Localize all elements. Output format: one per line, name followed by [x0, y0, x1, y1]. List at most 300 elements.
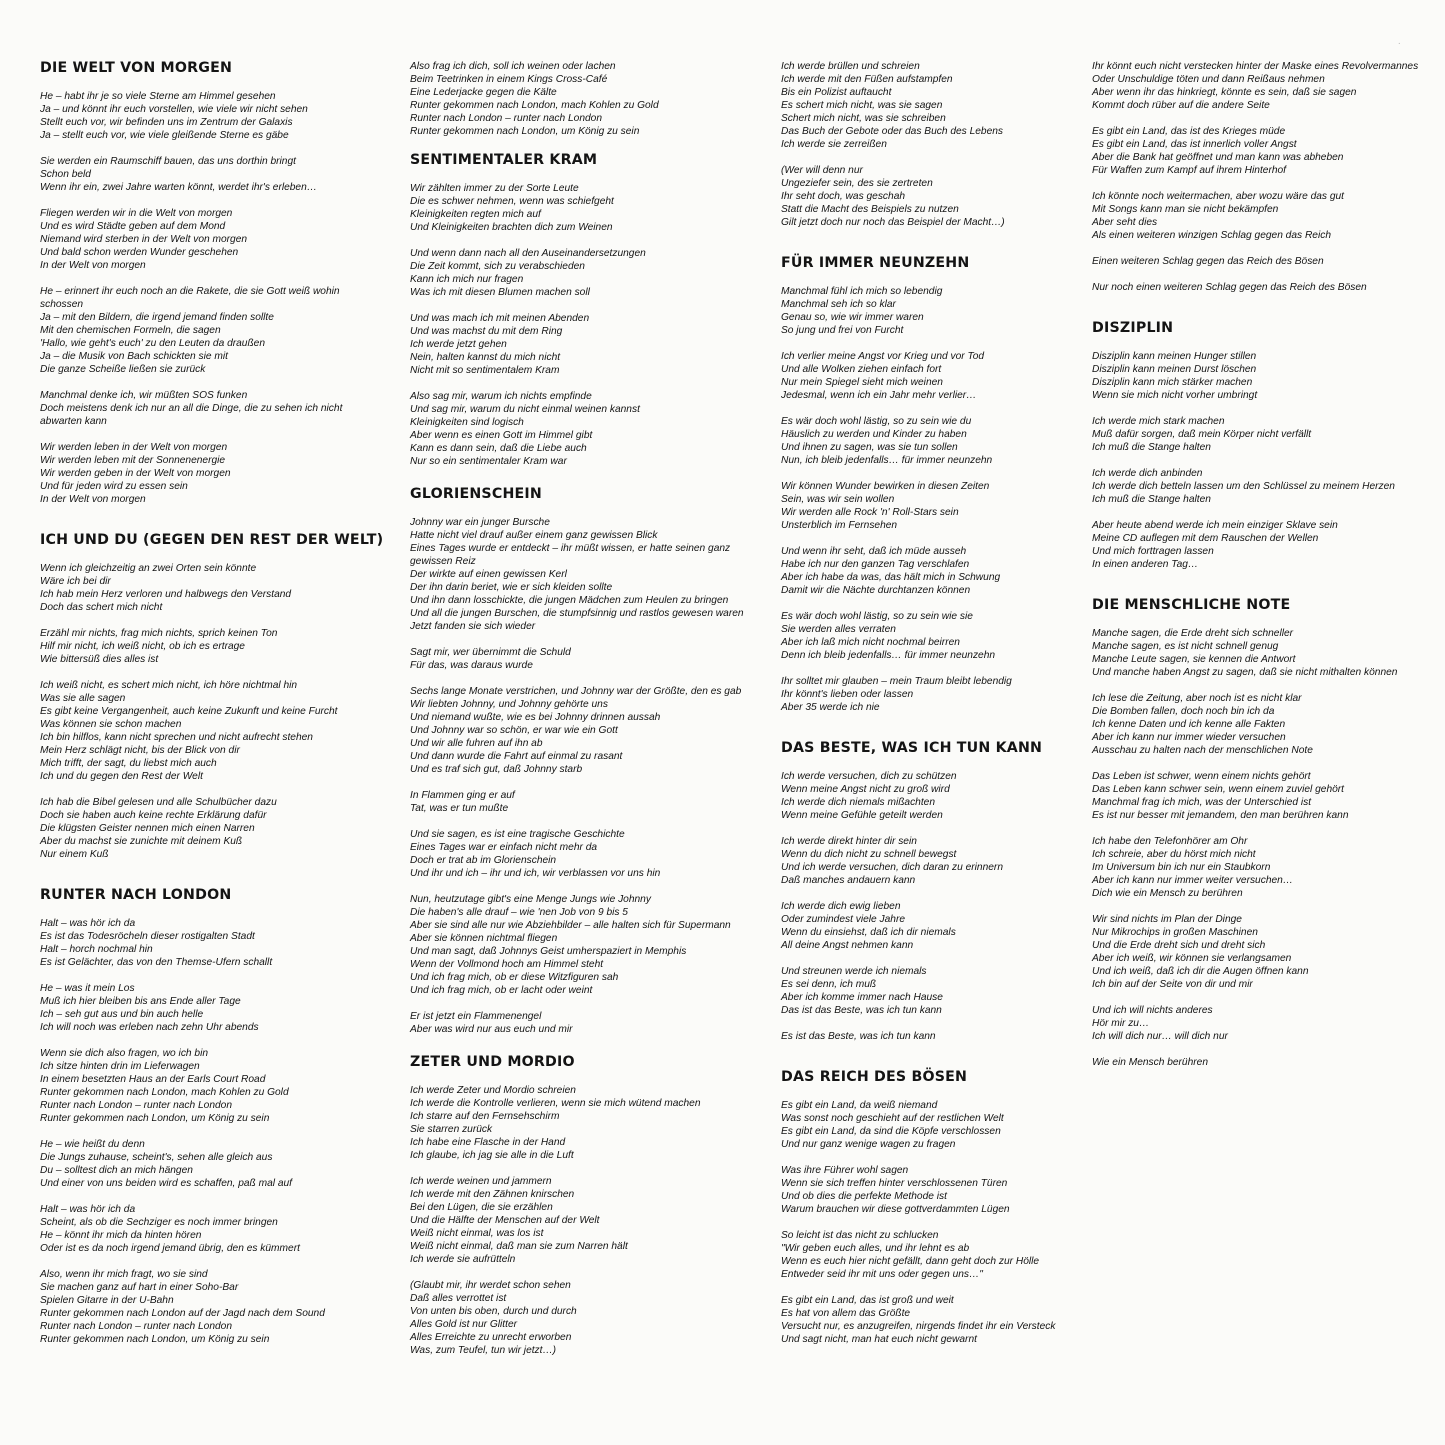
- lyric-line: Wenn sie dich also fragen, wo ich bin: [40, 1048, 208, 1059]
- lyric-line: Aber wenn es einen Gott im Himmel gibt: [410, 430, 593, 441]
- lyric-line: Ich werde weinen und jammern: [410, 1176, 552, 1187]
- lyric-line: Wenn es euch hier nicht gefällt, dann geht doch zur Hölle: [781, 1256, 1040, 1267]
- lyric-line: Ausschau zu halten nach der menschlichen Note: [1092, 745, 1313, 756]
- lyric-line: Erzähl mir nichts, frag mich nichts, sprich keinen Ton: [40, 628, 278, 639]
- song: [1092, 597, 1437, 1069]
- lyric-line: Alles Erreichte zu unrecht erworben: [410, 1332, 572, 1343]
- song: [781, 60, 1126, 229]
- lyric-line: Ich starre auf den Fernsehschirm: [410, 1111, 560, 1122]
- lyric-line: Und ihr und ich – ihr und ich, wir verblassen vor uns hin: [410, 868, 661, 879]
- lyric-line: Oder ist es da noch irgend jemand übrig, den es kümmert: [40, 1243, 300, 1254]
- lyric-line: Also, wenn ihr mich fragt, wo sie sind: [40, 1269, 208, 1280]
- lyric-line: (Glaubt mir, ihr werdet schon sehen: [410, 1280, 571, 1291]
- song-title: FÜR IMMER NEUNZEHN: [781, 255, 970, 271]
- lyric-line: Sagt mir, wer übernimmt die Schuld: [410, 647, 571, 658]
- song-title: GLORIENSCHEIN: [410, 486, 542, 502]
- lyric-line: Wie bittersüß dies alles ist: [40, 654, 159, 665]
- lyric-line: Johnny war ein junger Bursche: [410, 517, 550, 528]
- lyric-line: Ich will dich nur… will dich nur: [1092, 1031, 1228, 1042]
- stanza: [40, 389, 385, 428]
- lyric-line: Und dann wurde die Fahrt auf einmal zu rasant: [410, 751, 623, 762]
- lyric-line: Er ist jetzt ein Flammenengel: [410, 1011, 542, 1022]
- lyric-line: Für Waffen zum Kampf auf ihrem Hinterhof: [1092, 165, 1287, 176]
- lyric-line: Scheint, als ob die Sechziger es noch immer bringen: [40, 1217, 278, 1228]
- lyric-line: Wenn meine Angst nicht zu groß wird: [781, 784, 950, 795]
- stanza: [1092, 60, 1437, 112]
- stanza: [781, 965, 1126, 1017]
- lyric-line: Und sagt nicht, man hat euch nicht gewarnt: [781, 1334, 977, 1345]
- lyric-line: Ich hab die Bibel gelesen und alle Schulbücher dazu: [40, 797, 277, 808]
- lyric-line: Aber ich kann nur immer wieder versuchen: [1092, 732, 1286, 743]
- lyric-line: Und Johnny war so schön, er war wie ein Gott: [410, 725, 618, 736]
- lyric-line: Hör mir zu…: [1092, 1018, 1150, 1029]
- lyric-line: Wir zählten immer zu der Sorte Leute: [410, 183, 579, 194]
- lyric-line: Dich wie ein Mensch zu berühren: [1092, 888, 1243, 899]
- stanza: [40, 441, 385, 506]
- lyric-line: Was sie alle sagen: [40, 693, 126, 704]
- song: [781, 255, 1126, 714]
- lyric-line: Wenn sie mich nicht vorher umbringt: [1092, 390, 1258, 401]
- song: [410, 486, 755, 1036]
- lyric-line: Doch meistens denk ich nur an all die Dinge, die zu sehen ich nicht: [40, 403, 343, 414]
- lyric-line: Das Leben kann schwer sein, wenn einem zuviel gehört: [1092, 784, 1345, 795]
- lyric-line: Ich sitze hinten drin im Lieferwagen: [40, 1061, 200, 1072]
- lyric-line: Es gibt keine Vergangenheit, auch keine Zukunft und keine Furcht: [40, 706, 338, 717]
- lyric-line: Ich werde dich anbinden: [1092, 468, 1203, 479]
- stanza: [1092, 125, 1437, 177]
- song: [1092, 320, 1437, 571]
- lyric-line: Wäre ich bei dir: [40, 576, 111, 587]
- lyric-line: Und die Hälfte der Menschen auf der Welt: [410, 1215, 600, 1226]
- lyric-line: Bei den Lügen, die sie erzählen: [410, 1202, 553, 1213]
- lyric-line: Und Kleinigkeiten brachten dich zum Weinen: [410, 222, 613, 233]
- lyric-line: Und einer von uns beiden wird es schaffen, paß mal auf: [40, 1178, 293, 1189]
- stanza: [1092, 913, 1437, 991]
- lyric-line: "Wir geben euch alles, und ihr lehnt es ab: [781, 1243, 970, 1254]
- lyric-line: Und niemand wußte, wie es bei Johnny drinnen aussah: [410, 712, 661, 723]
- lyric-line: Das ist das Beste, was ich tun kann: [781, 1005, 942, 1016]
- lyric-line: Und streunen werde ich niemals: [781, 966, 927, 977]
- lyric-line: Und die Erde dreht sich und dreht sich: [1092, 940, 1266, 951]
- stanza: [410, 516, 755, 633]
- lyric-line: Aber die Bank hat geöffnet und man kann was abheben: [1092, 152, 1344, 163]
- lyric-line: Es ist das Todesröcheln dieser rostigalten Stadt: [40, 931, 255, 942]
- lyric-line: Also sag mir, warum ich nichts empfinde: [410, 391, 592, 402]
- lyric-line: Wenn ihr ein, zwei Jahre warten könnt, werdet ihr's erleben…: [40, 182, 317, 193]
- stanza: [1092, 692, 1437, 757]
- lyric-line: Genau so, wie wir immer waren: [781, 312, 924, 323]
- lyric-line: Es hat von allem das Größte: [781, 1308, 911, 1319]
- lyric-line: Manchmal fühl ich mich so lebendig: [781, 286, 943, 297]
- stanza: [781, 415, 1126, 467]
- stanza: [781, 285, 1126, 337]
- lyric-line: Es ist Gelächter, das von den Themse-Ufern schallt: [40, 957, 273, 968]
- stanza: [1092, 281, 1437, 294]
- lyric-line: Und für jeden wird zu essen sein: [40, 481, 188, 492]
- lyric-line: Daß manches andauern kann: [781, 875, 916, 886]
- lyric-line: Aber wenn ihr das hinkriegt, könnte es sein, daß sie sagen: [1092, 87, 1357, 98]
- lyric-line: Und wenn ihr seht, daß ich müde ausseh: [781, 546, 967, 557]
- lyric-line: Hilf mir nicht, ich weiß nicht, ob ich es ertrage: [40, 641, 245, 652]
- stanza: [40, 562, 385, 614]
- lyric-line: Manche sagen, die Erde dreht sich schneller: [1092, 628, 1294, 639]
- lyrics-column-4: [1092, 60, 1437, 1095]
- lyric-line: Der wirkte auf einen gewissen Kerl: [410, 569, 567, 580]
- lyric-line: Hatte nicht viel drauf außer einem ganz gewissen Blick: [410, 530, 658, 541]
- stanza: [410, 390, 755, 468]
- lyric-line: Ich will noch was erleben nach zehn Uhr abends: [40, 1022, 259, 1033]
- lyric-line: So jung und frei von Furcht: [781, 325, 904, 336]
- lyric-line: Disziplin kann meinen Hunger stillen: [1092, 351, 1257, 362]
- stanza: [410, 1010, 755, 1036]
- lyric-line: Ich werde sie zerreißen: [781, 139, 887, 150]
- lyric-line: Es ist nur besser mit jemandem, den man berühren kann: [1092, 810, 1349, 821]
- song: [781, 1069, 1126, 1346]
- stanza: [40, 285, 385, 376]
- lyric-line: 'Hallo, wie geht's euch' zu den Leuten da draußen: [40, 338, 266, 349]
- lyric-line: Runter gekommen nach London auf der Jagd nach dem Sound: [40, 1308, 325, 1319]
- lyric-line: Aber sie sind alle nur wie Abziehbilder – alle halten sich für Supermann: [410, 920, 731, 931]
- lyric-line: Ich weiß nicht, es schert mich nicht, ich höre nichtmal hin: [40, 680, 298, 691]
- lyric-line: He – erinnert ihr euch noch an die Rakete, die sie Gott weiß wohin: [40, 286, 340, 297]
- stanza: [410, 1279, 755, 1357]
- lyric-line: Ich kenne Daten und ich kenne alle Fakten: [1092, 719, 1286, 730]
- lyric-line: Manchmal denke ich, wir müßten SOS funken: [40, 390, 248, 401]
- stanza: [1092, 770, 1437, 822]
- lyric-line: Und was machst du mit dem Ring: [410, 326, 563, 337]
- song: [40, 532, 385, 861]
- lyric-line: Und man sagt, daß Johnnys Geist umherspaziert in Memphis: [410, 946, 687, 957]
- lyrics-column-2: [410, 60, 755, 1383]
- stanza: [1092, 627, 1437, 679]
- lyric-line: Kommt doch rüber auf die andere Seite: [1092, 100, 1270, 111]
- lyric-line: Ich werde dich niemals mißachten: [781, 797, 936, 808]
- stanza: [781, 1229, 1126, 1281]
- lyric-line: Ihr solltet mir glauben – mein Traum bleibt lebendig: [781, 676, 1012, 687]
- lyric-line: Disziplin kann meinen Durst löschen: [1092, 364, 1257, 375]
- lyric-line: Aber sie können nichtmal fliegen: [410, 933, 558, 944]
- lyric-line: abwarten kann: [40, 416, 107, 427]
- lyric-line: Warum brauchen wir diese gottverdammten Lügen: [781, 1204, 1010, 1215]
- lyric-line: Das Buch der Gebote oder das Buch des Lebens: [781, 126, 1004, 137]
- song: [410, 60, 755, 138]
- lyric-line: Ich und du gegen den Rest der Welt: [40, 771, 203, 782]
- lyric-line: In Flammen ging er auf: [410, 790, 515, 801]
- lyric-line: Aber du machst sie zunichte mit deinem Kuß: [40, 836, 243, 847]
- lyric-line: Runter nach London – runter nach London: [410, 113, 603, 124]
- lyric-line: Und es wird Städte geben auf dem Mond: [40, 221, 226, 232]
- lyric-line: Manchmal frag ich mich, was der Unterschied ist: [1092, 797, 1312, 808]
- lyric-line: Entweder seid ihr mit uns oder gegen uns…": [781, 1269, 983, 1280]
- lyric-line: Und ich werde versuchen, dich daran zu erinnern: [781, 862, 1003, 873]
- lyric-line: Für das, was daraus wurde: [410, 660, 533, 671]
- stanza: [40, 679, 385, 783]
- lyric-line: Und mich forttragen lassen: [1092, 546, 1214, 557]
- stanza: [781, 1164, 1126, 1216]
- lyric-line: Ich werde sie aufrütteln: [410, 1254, 516, 1265]
- lyric-line: Aber was wird nur aus euch und mir: [410, 1024, 573, 1035]
- lyric-line: So leicht ist das nicht zu schlucken: [781, 1230, 939, 1241]
- page-mark: ·: [1397, 38, 1401, 49]
- lyric-line: Nun, ich bleib jedenfalls… für immer neunzehn: [781, 455, 993, 466]
- lyric-line: Ich verlier meine Angst vor Krieg und vor Tod: [781, 351, 985, 362]
- lyric-line: schossen: [40, 299, 84, 310]
- lyric-line: Halt – was hör ich da: [40, 918, 136, 929]
- lyric-line: Sie starren zurück: [410, 1124, 493, 1135]
- lyric-line: Ich werde Zeter und Mordio schreien: [410, 1085, 576, 1096]
- song-title: ZETER UND MORDIO: [410, 1054, 575, 1070]
- lyric-line: Ihr könnt's lieben oder lassen: [781, 689, 914, 700]
- lyric-line: Damit wir die Nächte durchtanzen können: [781, 585, 971, 596]
- lyric-line: Sein, was wir sein wollen: [781, 494, 895, 505]
- lyric-line: Die Bomben fallen, doch noch bin ich da: [1092, 706, 1275, 717]
- lyric-line: Es wär doch wohl lästig, so zu sein wie du: [781, 416, 972, 427]
- lyric-line: Ich muß die Stange halten: [1092, 494, 1211, 505]
- lyric-line: Ja – stellt euch vor, wie viele gleißende Sterne es gäbe: [40, 130, 289, 141]
- lyric-line: Was, zum Teufel, tun wir jetzt…): [410, 1345, 557, 1356]
- song-title: DIE WELT VON MORGEN: [40, 60, 233, 76]
- lyric-line: Oder Unschuldige töten und dann Reißaus nehmen: [1092, 74, 1325, 85]
- lyric-line: Ich lese die Zeitung, aber noch ist es nicht klar: [1092, 693, 1302, 704]
- lyric-line: Es ist das Beste, was ich tun kann: [781, 1031, 936, 1042]
- lyric-line: Sechs lange Monate verstrichen, und Johnny war der Größte, den es gab: [410, 686, 742, 697]
- lyric-line: Aber ich habe da was, das hält mich in Schwung: [781, 572, 1001, 583]
- lyric-line: Und alle Wolken ziehen einfach fort: [781, 364, 942, 375]
- stanza: [1092, 255, 1437, 268]
- lyric-line: Runter gekommen nach London, um König zu sein: [40, 1334, 270, 1345]
- lyric-line: Und ob dies die perfekte Methode ist: [781, 1191, 947, 1202]
- stanza: [40, 1138, 385, 1190]
- lyric-line: Und sie sagen, es ist eine tragische Geschichte: [410, 829, 625, 840]
- stanza: [781, 770, 1126, 822]
- lyric-line: Ich muß die Stange halten: [1092, 442, 1211, 453]
- lyric-line: Bis ein Polizist auftaucht: [781, 87, 892, 98]
- lyric-line: Schon beld: [40, 169, 91, 180]
- lyric-line: Weiß nicht einmal, was los ist: [410, 1228, 544, 1239]
- lyric-line: Nein, halten kannst du mich nicht: [410, 352, 561, 363]
- lyric-line: Runter nach London – runter nach London: [40, 1100, 233, 1111]
- lyrics-column-3: [781, 60, 1126, 1372]
- lyric-line: Doch sie haben auch keine rechte Erklärung dafür: [40, 810, 267, 821]
- lyric-line: Wir werden leben in der Welt von morgen: [40, 442, 228, 453]
- lyric-line: Und wenn dann nach all den Auseinandersetzungen: [410, 248, 646, 259]
- lyric-line: Gilt jetzt doch nur noch das Beispiel der Macht…): [781, 217, 1005, 228]
- lyric-line: Es gibt ein Land, das ist innerlich voller Angst: [1092, 139, 1297, 150]
- stanza: [410, 312, 755, 377]
- lyric-line: Und wir alle fuhren auf ihn ab: [410, 738, 543, 749]
- stanza: [1092, 1004, 1437, 1043]
- lyric-line: Die ganze Scheiße ließen sie zurück: [40, 364, 206, 375]
- lyric-line: Aber ich kann nur immer weiter versuchen…: [1092, 875, 1293, 886]
- lyric-line: Ich werde brüllen und schreien: [781, 61, 920, 72]
- lyric-line: Aber 35 werde ich nie: [781, 702, 880, 713]
- lyric-line: Ich könnte noch weitermachen, aber wozu wäre das gut: [1092, 191, 1345, 202]
- stanza: [781, 60, 1126, 151]
- lyric-line: Sie werden ein Raumschiff bauen, das uns dorthin bringt: [40, 156, 296, 167]
- lyric-line: Denn ich bleib jedenfalls… für immer neunzehn: [781, 650, 996, 661]
- lyric-line: Kann es dann sein, daß die Liebe auch: [410, 443, 587, 454]
- lyric-line: Ihr seht doch, was geschah: [781, 191, 906, 202]
- stanza: [410, 685, 755, 776]
- stanza: [781, 675, 1126, 714]
- lyric-line: Wenn sie sich treffen hinter verschlossenen Türen: [781, 1178, 1008, 1189]
- lyric-line: Und bald schon werden Wunder geschehen: [40, 247, 239, 258]
- lyric-line: Runter gekommen nach London, mach Kohlen zu Gold: [410, 100, 659, 111]
- lyric-line: Ich werde mich stark machen: [1092, 416, 1225, 427]
- lyric-line: Als einen weiteren winzigen Schlag gegen das Reich: [1092, 230, 1331, 241]
- lyric-line: Ich bin auf der Seite von dir und mir: [1092, 979, 1253, 990]
- lyric-line: (Wer will denn nur: [781, 165, 863, 176]
- lyric-line: Ich – seh gut aus und bin auch helle: [40, 1009, 204, 1020]
- lyric-line: Es sei denn, ich muß: [781, 979, 877, 990]
- lyric-line: Es gibt ein Land, da weiß niemand: [781, 1100, 938, 1111]
- stanza: [781, 1030, 1126, 1043]
- stanza: [1092, 190, 1437, 242]
- lyric-line: Was können sie schon machen: [40, 719, 182, 730]
- lyric-line: Und was mach ich mit meinen Abenden: [410, 313, 590, 324]
- lyric-line: Ich werde dich ewig lieben: [781, 901, 901, 912]
- lyric-line: Wie ein Mensch berühren: [1092, 1057, 1208, 1068]
- stanza: [1092, 467, 1437, 506]
- lyric-line: Wenn du einsiehst, daß ich dir niemals: [781, 927, 956, 938]
- lyric-line: Ich werde direkt hinter dir sein: [781, 836, 917, 847]
- lyric-line: Eine Lederjacke gegen die Kälte: [410, 87, 557, 98]
- lyric-line: Wir werden leben mit der Sonnenenergie: [40, 455, 226, 466]
- lyric-line: Versucht nur, es anzugreifen, nirgends findet ihr ein Versteck: [781, 1321, 1056, 1332]
- lyric-line: Kann ich mich nur fragen: [410, 274, 524, 285]
- stanza: [40, 796, 385, 861]
- lyric-line: Manche sagen, es ist nicht schnell genug: [1092, 641, 1279, 652]
- lyric-line: Statt die Macht des Beispiels zu nutzen: [781, 204, 959, 215]
- lyric-line: Nicht mit so sentimentalem Kram: [410, 365, 560, 376]
- lyric-line: Ich habe den Telefonhörer am Ohr: [1092, 836, 1248, 847]
- stanza: [40, 1268, 385, 1346]
- lyric-line: Nur mein Spiegel sieht mich weinen: [781, 377, 943, 388]
- lyric-line: Wenn meine Gefühle geteilt werden: [781, 810, 943, 821]
- lyric-line: Und ich will nichts anderes: [1092, 1005, 1213, 1016]
- lyric-line: Die es schwer nehmen, wenn was schiefgeht: [410, 196, 614, 207]
- lyric-line: Ich werde mit den Zähnen knirschen: [410, 1189, 575, 1200]
- lyric-line: Stellt euch vor, wir befinden uns im Zentrum der Galaxis: [40, 117, 293, 128]
- stanza: [410, 789, 755, 815]
- lyric-line: In einen anderen Tag…: [1092, 559, 1199, 570]
- lyric-line: Runter gekommen nach London, um König zu sein: [40, 1113, 270, 1124]
- lyric-line: Ich hab mein Herz verloren und halbwegs den Verstand: [40, 589, 292, 600]
- lyric-line: Mit Songs kann man sie nicht bekämpfen: [1092, 204, 1279, 215]
- lyric-line: Und ich frag mich, ob er lacht oder weint: [410, 985, 593, 996]
- lyric-line: Ich habe eine Flasche in der Hand: [410, 1137, 566, 1148]
- lyric-line: Die klügsten Geister nennen mich einen Narren: [40, 823, 255, 834]
- stanza: [1092, 519, 1437, 571]
- lyric-line: Doch das schert mich nicht: [40, 602, 163, 613]
- lyric-line: Ich werde die Kontrolle verlieren, wenn sie mich wütend machen: [410, 1098, 701, 1109]
- stanza: [1092, 1056, 1437, 1069]
- lyric-line: Ich werde versuchen, dich zu schützen: [781, 771, 957, 782]
- stanza: [781, 480, 1126, 532]
- lyric-line: Wir werden geben in der Welt von morgen: [40, 468, 231, 479]
- lyric-line: All deine Angst nehmen kann: [781, 940, 914, 951]
- lyric-line: Muß ich hier bleiben bis ans Ende aller Tage: [40, 996, 241, 1007]
- lyric-line: Kleinigkeiten sind logisch: [410, 417, 524, 428]
- stanza: [781, 350, 1126, 402]
- lyric-line: Einen weiteren Schlag gegen das Reich des Bösen: [1092, 256, 1324, 267]
- lyric-line: Halt – was hör ich da: [40, 1204, 136, 1215]
- lyric-line: Der ihn darin beriet, wie er sich kleiden sollte: [410, 582, 613, 593]
- lyric-line: Nur Mikrochips in großen Maschinen: [1092, 927, 1258, 938]
- song-title: DAS BESTE, WAS ICH TUN KANN: [781, 740, 1043, 756]
- lyric-line: Wir sind nichts im Plan der Dinge: [1092, 914, 1242, 925]
- lyric-line: Halt – horch nochmal hin: [40, 944, 153, 955]
- lyric-line: Nur noch einen weiteren Schlag gegen das Reich des Bösen: [1092, 282, 1367, 293]
- lyric-line: Und ihnen zu sagen, was sie tun sollen: [781, 442, 958, 453]
- lyric-line: Alles Gold ist nur Glitter: [410, 1319, 518, 1330]
- lyric-line: Und ich frag mich, ob er diese Witzfiguren sah: [410, 972, 619, 983]
- lyric-line: Runter nach London – runter nach London: [40, 1321, 233, 1332]
- lyric-line: Niemand wird sterben in der Welt von morgen: [40, 234, 248, 245]
- song: [781, 740, 1126, 1043]
- lyric-line: Nur so ein sentimentaler Kram war: [410, 456, 567, 467]
- lyric-line: Häuslich zu werden und Kinder zu haben: [781, 429, 967, 440]
- stanza: [410, 828, 755, 880]
- stanza: [781, 545, 1126, 597]
- lyric-line: Ja – mit den Bildern, die irgend jemand finden sollte: [40, 312, 274, 323]
- lyric-line: Daß alles verrottet ist: [410, 1293, 507, 1304]
- lyric-line: Habe ich nur den ganzen Tag verschlafen: [781, 559, 970, 570]
- stanza: [1092, 415, 1437, 454]
- lyric-line: Was ihre Führer wohl sagen: [781, 1165, 909, 1176]
- stanza: [1092, 350, 1437, 402]
- stanza: [410, 182, 755, 234]
- song-title: SENTIMENTALER KRAM: [410, 152, 598, 168]
- lyric-line: He – habt ihr je so viele Sterne am Himmel gesehen: [40, 91, 276, 102]
- lyric-line: Das Leben ist schwer, wenn einem nichts gehört: [1092, 771, 1311, 782]
- lyrics-column-1: [40, 60, 385, 1372]
- lyric-line: Spielen Gitarre in der U-Bahn: [40, 1295, 174, 1306]
- lyric-line: Runter gekommen nach London, um König zu sein: [410, 126, 640, 137]
- stanza: [40, 1203, 385, 1255]
- lyric-line: Es schert mich nicht, was sie sagen: [781, 100, 943, 111]
- lyric-line: Schert mich nicht, was sie schreiben: [781, 113, 946, 124]
- stanza: [781, 835, 1126, 887]
- stanza: [40, 207, 385, 272]
- lyric-line: Und ich weiß, daß ich dir die Augen öffnen kann: [1092, 966, 1309, 977]
- lyric-line: Beim Teetrinken in einem Kings Cross-Café: [410, 74, 608, 85]
- lyric-line: Ja – und könnt ihr euch vorstellen, wie viele wir nicht sehen: [40, 104, 308, 115]
- lyric-line: Von unten bis oben, durch und durch: [410, 1306, 577, 1317]
- lyric-line: Aber seht dies: [1092, 217, 1158, 228]
- lyric-line: Ungeziefer sein, des sie zertreten: [781, 178, 933, 189]
- lyric-line: Fliegen werden wir in die Welt von morgen: [40, 208, 233, 219]
- stanza: [781, 610, 1126, 662]
- lyric-line: Wenn du dich nicht zu schnell bewegst: [781, 849, 957, 860]
- lyric-line: Ja – die Musik von Bach schickten sie mit: [40, 351, 228, 362]
- song: [410, 152, 755, 468]
- lyric-line: Und sag mir, warum du nicht einmal weinen kannst: [410, 404, 640, 415]
- song-title: DAS REICH DES BÖSEN: [781, 1069, 968, 1085]
- lyric-line: Eines Tages war er einfach nicht mehr da: [410, 842, 598, 853]
- lyric-line: Ihr könnt euch nicht verstecken hinter der Maske eines Revolvermannes: [1092, 61, 1419, 72]
- stanza: [40, 627, 385, 666]
- lyric-line: Und es traf sich gut, daß Johnny starb: [410, 764, 583, 775]
- lyric-line: Die Zeit kommt, sich zu verabschieden: [410, 261, 585, 272]
- lyric-line: Was sonst noch geschieht auf der restlichen Welt: [781, 1113, 1004, 1124]
- lyric-line: Aber ich weiß, wir können sie verlangsamen: [1092, 953, 1292, 964]
- lyric-line: Jetzt fanden sie sich wieder: [410, 621, 536, 632]
- lyric-line: He – wie heißt du denn: [40, 1139, 145, 1150]
- stanza: [40, 155, 385, 194]
- lyric-line: Ich bin hilflos, kann nicht sprechen und nicht aufrecht stehen: [40, 732, 313, 743]
- lyric-line: Mich trifft, der sagt, du liebst mich auch: [40, 758, 217, 769]
